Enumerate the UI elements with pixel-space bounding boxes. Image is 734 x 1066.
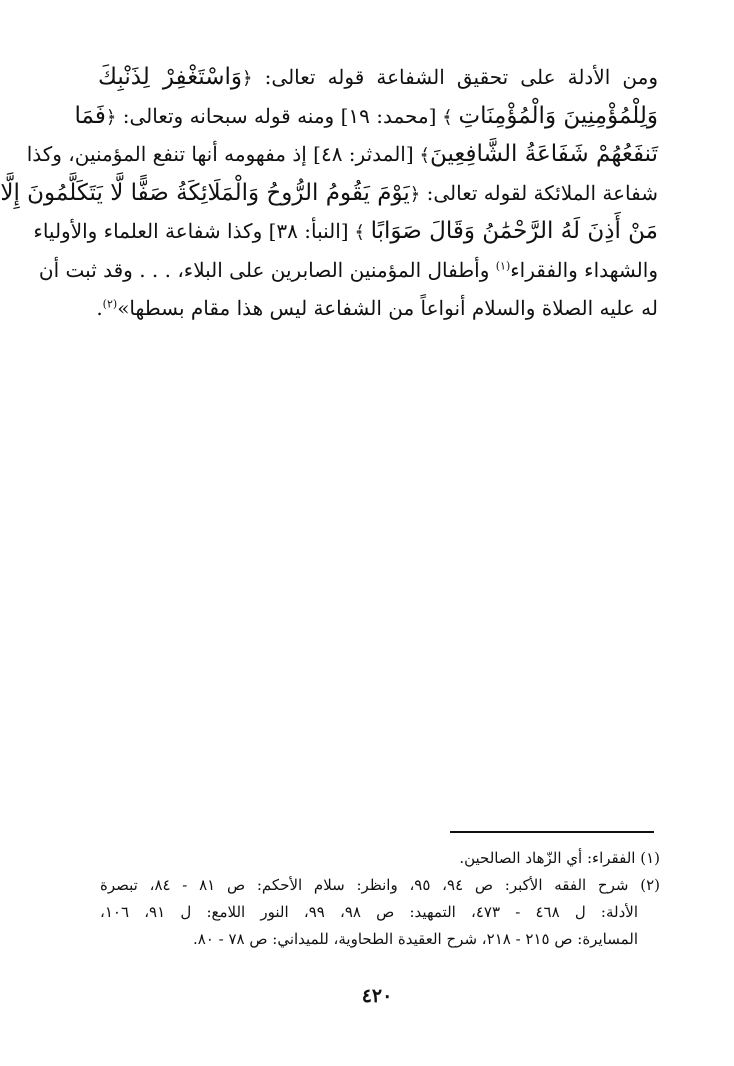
quran-verse: يَوْمَ يَقُومُ الرُّوحُ وَالْمَلَائِكَةُ صَفًّا لَّا يَتَكَلَّمُونَ إِلَّا (0, 179, 410, 206)
text-line (0, 174, 658, 213)
text-line (26, 135, 658, 174)
ornate-bracket: ﴿ (105, 106, 117, 128)
body-text-run: والشهداء والفقراء (510, 257, 658, 282)
ornate-bracket: ﴾ (348, 222, 371, 243)
body-text-run: [المدثر: ٤٨] إذ مفهومه أنها تنفع المؤمنين، وكذا (26, 142, 414, 166)
footnote-item (100, 872, 660, 953)
quran-verse: وَاسْتَغْفِرْ لِذَنْبِكَ (98, 64, 242, 90)
quran-verse: تَنفَعُهُمْ شَفَاعَةُ الشَّافِعِينَ (429, 141, 658, 167)
quran-verse: وَلِلْمُؤْمِنِينَ وَالْمُؤْمِنَاتِ (458, 102, 658, 129)
text-line (98, 289, 658, 328)
footnote-separator (450, 831, 654, 833)
footnotes-block (100, 845, 660, 953)
body-text-run: شفاعة الملائكة لقوله تعالى: (420, 180, 658, 205)
body-text-run: وأطفال المؤمنين الصابرين على البلاء، . . . وقد ثبت أن (38, 257, 496, 282)
footnote-line: (٢) شرح الفقه الأكبر: ص ٩٤، ٩٥، وانظر: سلام الأحكم: ص ٨١ - ٨٤، تبصرة (100, 876, 660, 894)
body-text-run: ومن الأدلة على تحقيق الشفاعة قوله تعالى: (252, 65, 658, 89)
body-text-run: [محمد: ١٩] ومنه قوله سبحانه وتعالى: (116, 103, 437, 128)
quran-verse: مَنْ أَذِنَ لَهُ الرَّحْمَٰنُ وَقَالَ صَوَابًا (370, 218, 658, 244)
footnote-marker: (١) (495, 258, 511, 272)
footnote-marker: (٢) (102, 297, 118, 311)
text-line (33, 212, 658, 251)
footnote-line: المسايرة: ص ٢١٥ - ٢١٨، شرح العقيدة الطحاوية، للميداني: ص ٧٨ - ٨٠. (192, 930, 638, 948)
ornate-bracket: ﴿ (242, 68, 253, 89)
text-line (38, 251, 658, 290)
page-number: ٤٢٠ (361, 985, 393, 1007)
text-line (98, 58, 658, 97)
quran-verse: فَمَا (74, 102, 106, 129)
ornate-bracket: ﴾ (436, 106, 459, 128)
body-text-run: [النبأ: ٣٨] وكذا شفاعة العلماء والأولياء (33, 219, 349, 243)
body-text-run: له عليه الصلاة والسلام أنواعاً من الشفاعة ليس هذا مقام بسطها» (117, 296, 658, 320)
body-text-run: . (96, 296, 103, 320)
footnote-line: (١) الفقراء: أي الزّهاد الصالحين. (459, 849, 660, 867)
ornate-bracket: ﴾ (413, 145, 430, 166)
ornate-bracket: ﴿ (409, 183, 421, 205)
footnote-item (100, 845, 660, 872)
footnote-line: الأدلة: ل ٤٦٨ - ٤٧٣، التمهيد: ص ٩٨، ٩٩، النور اللامع: ل ٩١، ١٠٦، (100, 903, 638, 921)
text-line (74, 97, 658, 136)
main-text-block (0, 58, 658, 328)
